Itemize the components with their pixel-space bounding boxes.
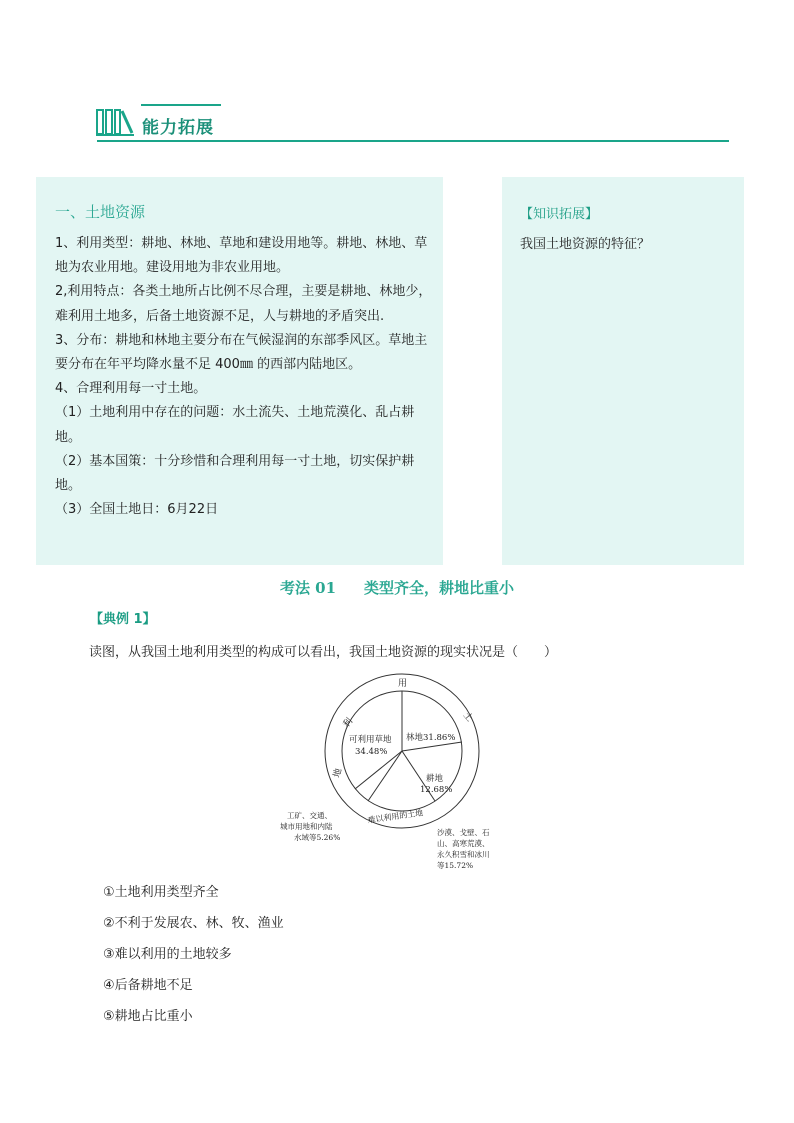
text-line: 4、合理利用每一寸土地。 — [55, 381, 207, 397]
unusable-label: 山、高寒荒漠、 — [437, 839, 490, 848]
method-heading — [0, 577, 794, 598]
text-line: 1、利用类型：耕地、林地、草地和建设用地等。耕地、林地、草地为农业用地。建设用地为非农业用地。 — [55, 236, 428, 276]
example-label: 【典例 1】 — [90, 612, 156, 627]
ring-char: 土 — [460, 710, 475, 724]
knowledge-extension-question: 我国土地资源的特征？ — [520, 237, 651, 252]
text-line: （3）全国土地日：6月22日 — [55, 502, 219, 518]
method-number: 考法 01 — [279, 579, 337, 597]
forest-label: 林地31.86% — [406, 733, 456, 743]
header-accent-line — [141, 104, 221, 106]
unusable-label: 沙漠、戈壁、石 — [437, 828, 490, 837]
header-underline — [97, 140, 729, 142]
unusable-label: 等15.72% — [437, 861, 474, 870]
knowledge-extension-title: 【知识拓展】 — [520, 207, 599, 222]
land-resources-title: 一、土地资源 — [55, 203, 146, 221]
text-line: 2,利用特点：各类土地所占比例不尽合理，主要是耕地、林地少，难利用土地多，后备土地资源不足，人与耕地的矛盾突出. — [55, 284, 432, 324]
slice-line — [368, 751, 402, 801]
ring-char: 用 — [398, 679, 408, 689]
land-use-pie-figure — [277, 668, 523, 878]
farmland-value: 12.68% — [420, 785, 453, 795]
text-line: （2）基本国策：十分珍惜和合理利用每一寸土地，切实保护耕地。 — [55, 453, 415, 494]
question-text: 读图，从我国土地利用类型的构成可以看出，我国土地资源的现实状况是（ ） — [89, 645, 558, 660]
land-resources-content — [55, 232, 433, 522]
ring-char: 利 — [341, 716, 356, 730]
option-4: ④后备耕地不足 — [103, 978, 193, 993]
ring-char: 地 — [332, 767, 345, 779]
slice-line — [402, 742, 462, 751]
unusable-label: 永久积雪和冰川 — [437, 850, 490, 859]
farmland-label: 耕地 — [426, 774, 444, 784]
method-title: 类型齐全，耕地比重小 — [364, 579, 515, 597]
text-line: 3、分布：耕地和林地主要分布在气候湿润的东部季风区。草地主要分布在年平均降水量不足 400㎜ 的西部内陆地区。 — [55, 332, 428, 373]
option-1: ①土地利用类型齐全 — [103, 885, 219, 900]
books-icon — [96, 107, 134, 137]
option-2: ②不利于发展农、林、牧、渔业 — [103, 916, 284, 931]
construction-label: 水域等5.26% — [294, 833, 341, 842]
grassland-value: 34.48% — [355, 747, 388, 757]
option-3: ③难以利用的土地较多 — [103, 947, 232, 962]
grassland-label: 可利用草地 — [349, 735, 392, 745]
section-heading: 能力拓展 — [142, 118, 214, 138]
text-line: （1）土地利用中存在的问题：水土流失、土地荒漠化、乱占耕地。 — [55, 405, 415, 445]
option-5: ⑤耕地占比重小 — [103, 1009, 193, 1024]
construction-label: 工矿、交通、 — [287, 811, 332, 820]
inner-ring-label: 难以利用的土地 — [367, 808, 424, 825]
construction-label: 城市用地和内陆 — [280, 822, 333, 831]
